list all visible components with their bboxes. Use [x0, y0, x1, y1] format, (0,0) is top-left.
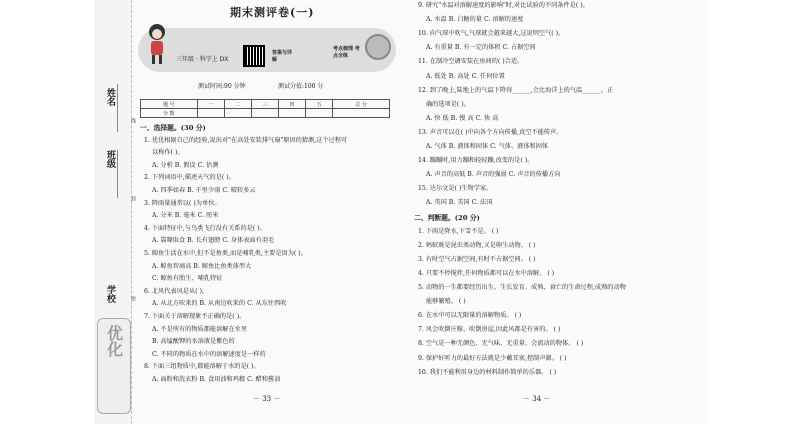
question-line: 2. 下列词语中,描述天气的是( )。: [144, 174, 235, 182]
test-score: 测试分值:100 分: [278, 83, 324, 90]
question-line: A. 低处 B. 高处 C. 任何位置: [426, 72, 505, 80]
question-line: 以称作( )。: [152, 149, 184, 157]
question-line: 13. 声音可以在( )中向各个方向传播,真空不能传声。: [418, 128, 563, 136]
page-number-left: － 33 －: [253, 395, 281, 403]
question-line: 5. 动物的一生都要经历出生、生长发育、成熟、衰亡的生命过程,成熟的动物: [418, 284, 626, 291]
question-line: 1. 下雨是降水,下雪不是。 ( ): [418, 227, 499, 235]
score-cell[interactable]: [279, 109, 306, 118]
score-cell[interactable]: [251, 109, 278, 118]
decor-circle-icon: [365, 34, 391, 60]
question-line: C. 不同的物质在水中的溶解速度是一样的: [152, 350, 266, 358]
score-header-cell: 三: [251, 100, 278, 109]
score-table: [140, 99, 390, 118]
question-line: 9. 保护好听力的最好方法就是少戴耳塞,控制声源。 ( ): [418, 354, 567, 362]
score-cell[interactable]: [197, 109, 224, 118]
question-line: A. 气体 B. 液体和固体 C. 气体、液体和固体: [426, 143, 549, 150]
qr-code-icon[interactable]: [243, 45, 265, 67]
section-heading: 二、判断题。(20 分): [414, 213, 480, 222]
question-line: 9. 研究"水温对溶解速度的影响"时,对比试验的不同条件是( )。: [418, 2, 589, 9]
page-number-right: － 34 －: [523, 395, 551, 403]
score-header-cell: 一: [197, 100, 224, 109]
question-line: A. 分析 B. 假设 C. 估测: [152, 161, 219, 169]
question-line: 12. 到了晚上,陆地上的气温下降得______,会比海洋上的气温______。正: [418, 86, 614, 94]
question-line: C. 鲸鱼有胎生、哺乳特征: [152, 275, 223, 283]
question-line: 4. 下面特征中,与鸟类飞行没有关系的是( )。: [144, 224, 266, 232]
question-line: 8. 下面三组物质中,都能溶解于水的是( )。: [144, 363, 260, 371]
question-line: 能够繁殖。 ( ): [426, 298, 466, 306]
question-line: 6. 在水中可以无限量的溶解物质。 ( ): [418, 312, 522, 320]
brand-logo: 优化: [97, 318, 131, 414]
class-field-label: 班级: [105, 150, 115, 168]
score-header-cell: 二: [224, 100, 251, 109]
score-cell[interactable]: [306, 109, 333, 118]
score-header-cell: 五: [306, 100, 333, 109]
question-line: A. 不是所有的物质都能溶解在水里: [152, 325, 248, 333]
score-cell[interactable]: [224, 109, 251, 118]
cartoon-girl-icon: [143, 22, 171, 66]
question-line: A. 英国 B. 美国 C. 法国: [426, 199, 493, 207]
score-header-cell: 题 号: [141, 100, 198, 109]
score-cell[interactable]: [333, 109, 390, 118]
question-line: 8. 空气是一种无颜色、无气味、无重量、会流动的物体。 ( ): [418, 340, 584, 348]
class-line: [117, 150, 118, 198]
points-label: 考点梳理 考点全练: [333, 46, 360, 59]
question-line: 确的选项是( )。: [426, 100, 470, 108]
score-row-label: 分 数: [141, 109, 198, 118]
question-line: 7. 下面关于溶解现象不正确的是( )。: [144, 313, 246, 320]
question-line: 7. 风会吹倒庄稼、吹倒房屋,因此风都是有害的。 ( ): [418, 326, 561, 334]
seal-mark: 线: [130, 118, 136, 123]
test-time: 测试时间:90 分钟: [198, 83, 246, 90]
question-line: B. 高锰酸钾的水溶液是紫色的: [152, 338, 235, 346]
question-line: A. 分米 B. 毫米 C. 厘米: [152, 212, 219, 220]
question-line: 3. 有时空气占据空间,有时不占据空间。 ( ): [418, 255, 536, 263]
question-line: A. 从北方吹来的 B. 从南边吹来的 C. 从东往西吹: [152, 300, 287, 308]
question-line: A. 水温 B. 白糖的量 C. 溶解的速度: [426, 16, 524, 24]
question-line: 6. 北风代表风是从( )。: [144, 287, 209, 295]
question-line: A. 靠喙取食 B. 长有翅膀 C. 身体表面有羽毛: [152, 237, 275, 245]
page-title: 期末测评卷(一): [230, 6, 315, 19]
question-line: A. 鲸鱼智商高 B. 鲸鱼比鱼类体型大: [152, 262, 252, 270]
name-field-label: 姓名: [105, 88, 115, 106]
score-header-cell: 总 分: [333, 100, 390, 109]
question-line: 14. 蹦蹦时,用力蹦和轻轻蹦,改变的是( )。: [418, 157, 534, 165]
question-line: 1. 优优根据自己的经验,说出对"在高处安装排气扇"原因的猜测,这个过程可: [144, 136, 348, 144]
question-line: A. 有重量 B. 有一定的体积 C. 占据空间: [426, 44, 536, 52]
question-line: A. 快 低 B. 慢 高 C. 快 高: [426, 114, 499, 122]
section-heading: 一、选择题。(30 分): [140, 124, 206, 132]
school-field-label: 学校: [105, 285, 115, 303]
grade-label: 三年级 · 科学上 DX: [176, 56, 229, 63]
question-line: 10. 我们不能利用身边的材料制作简单的乐器。 ( ): [418, 368, 557, 376]
question-line: 4. 只要不停搅拌,任何物质都可以在水中溶解。 ( ): [418, 269, 555, 277]
seal-mark: 密: [130, 296, 136, 301]
question-line: 11. 在制冷空调安装在房间的( )合适。: [418, 58, 524, 66]
question-line: 15. 达尔文是( )生物学家。: [418, 185, 493, 193]
answer-label: 答案与详解: [272, 50, 293, 63]
question-line: A. 四季如春 B. 千里少雨 C. 晴转多云: [152, 187, 256, 194]
name-line: [117, 84, 118, 132]
seal-mark: 封: [130, 196, 136, 201]
question-line: 2. 蚂蚁既是昆虫类动物,又是卵生动物。 ( ): [418, 241, 536, 249]
score-header-cell: 四: [279, 100, 306, 109]
question-line: A. 面粉和洗衣粉 B. 食用油和鸡精 C. 醋和酱油: [152, 376, 281, 383]
question-line: 3. 降雨量通常以( )为单位。: [144, 199, 221, 207]
question-line: A. 声音的高低 B. 声音的强弱 C. 声音的传播方向: [426, 171, 561, 179]
question-line: 5. 鲸鱼生活在水中,但不是鱼类,而是哺乳类,主要是因为( )。: [144, 250, 307, 257]
question-line: 10. 向气球中吹气,气球就会越来越大,这说明空气( )。: [418, 30, 565, 38]
